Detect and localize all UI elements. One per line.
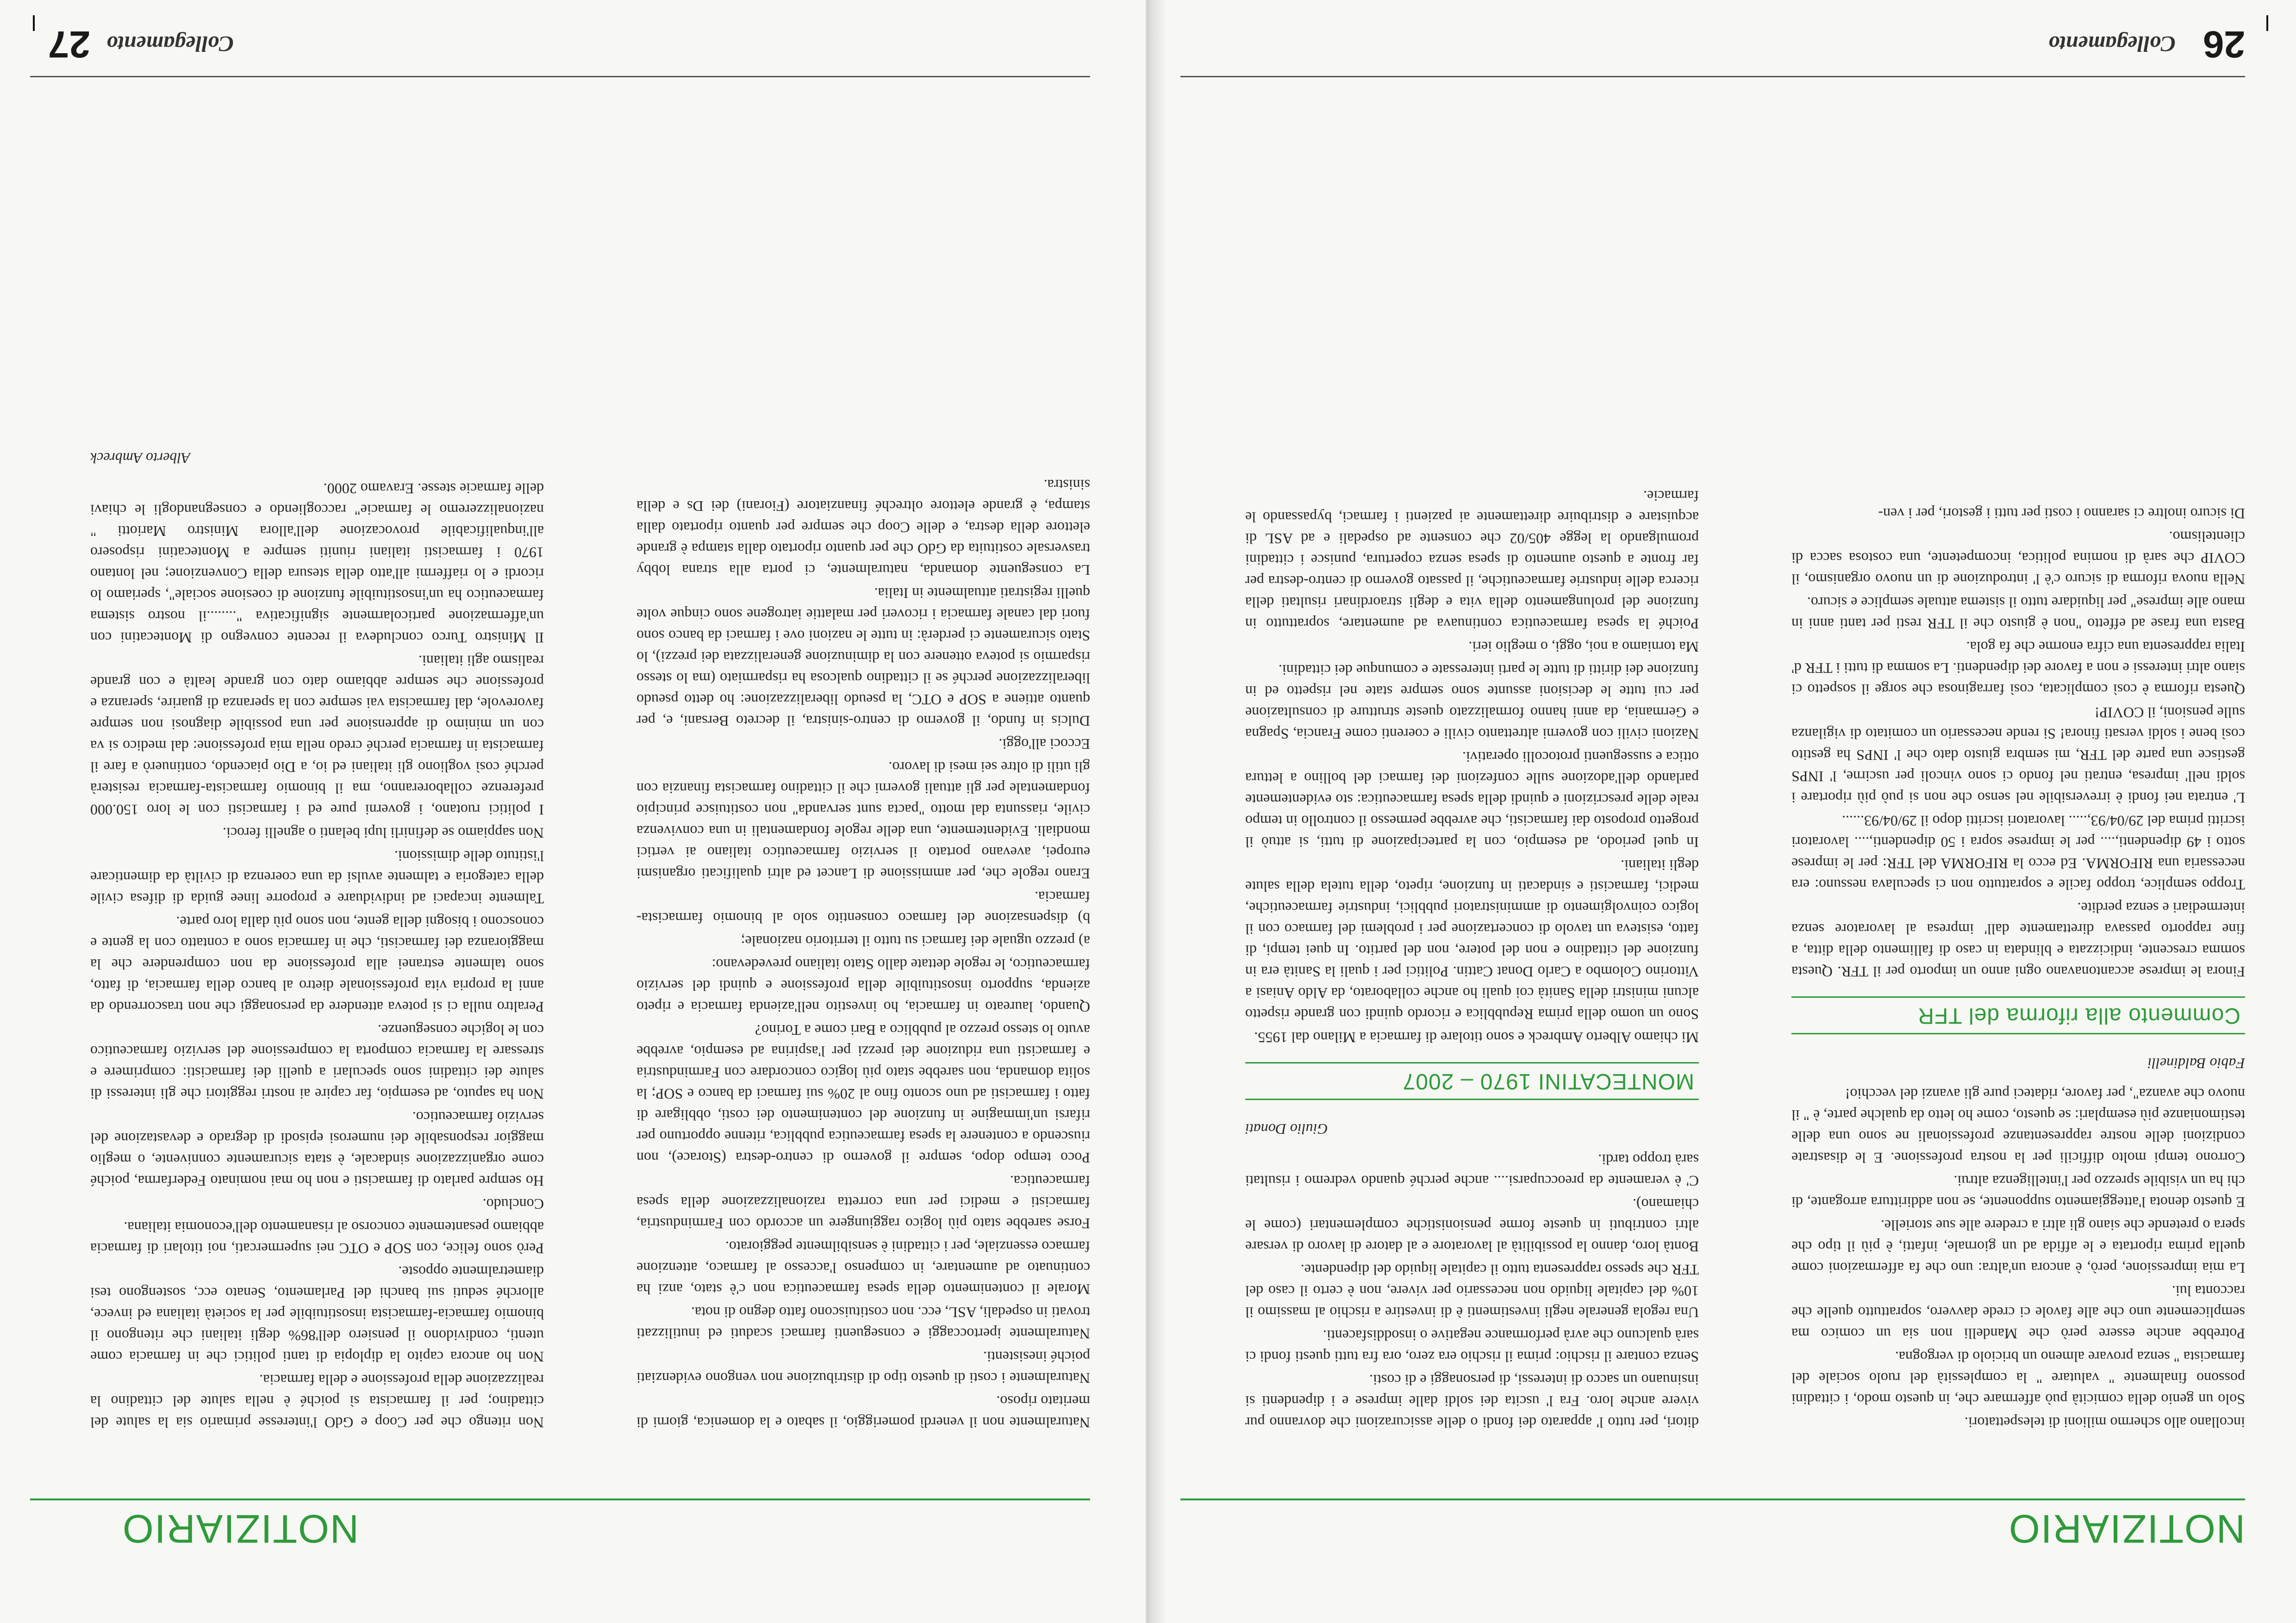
column-2 — [90, 40, 544, 1433]
paragraph: Erano regole che, per ammissione di Lancet ed altri qualificati organismi europei, avevano portato il servizio farmaceutico italiano ai vertici mondiali. Evidentemente, una delle regole fondamentali in una convivenza civile, riassunta dal motto "pacta sunt servanda" non costituisce principio fondamentale per gli attuali governi che il cittadino farmacista finanzia con gli utili di oltre sei mesi di lavoro. — [636, 759, 1090, 882]
paragraph: incollano allo schermo milioni di telespettatori. — [1964, 1414, 2245, 1431]
paragraph: b) dispensazione del farmaco consentito solo al binomio farmacista-farmacia. — [636, 889, 1090, 927]
paragraph: Finora le imprese accantonavano ogni anno un importo per il TFR. Questa somma crescente, indicizzata e blindata in caso di fallimento della ditta, a fine rapporto passava direttamente dall' impresa al lavoratore senza intermediari e senza perdite. — [1791, 900, 2245, 980]
section-heading: NOTIZIARIO — [121, 1506, 359, 1551]
paragraph: Non sappiamo se definirli lupi belanti o agnelli feroci. — [222, 825, 544, 841]
paragraph: Senza contare il rischio: prima il rischio era zero, ora fra tutti questi fondi ci sarà qualcuno che avrà performance negative o insoddisfacenti. — [1245, 1327, 1699, 1365]
paragraph: ditori, per tutto l' apparato dei fondi o delle assicurazioni che dovranno pur vivere anche loro. Fra l' uscita dei soldi dalle imprese e i dipendenti si insinuano un sacco di interessi, di personaggi e di costi. — [1245, 1372, 1699, 1431]
paragraph: a) prezzo uguale dei farmaci su tutto il territorio nazionale; — [741, 933, 1090, 950]
paragraph: Poiché la spesa farmaceutica continuava ad aumentare, soprattutto in funzione del prolungamento della vita e degli straordinari risultati della ricerca delle industrie farmaceutiche, il passato governo di centro-destra per far fronte a questo aumento di spesa senza copertura, punisce i cittadini promulgando la legge 405/02 che consente ad ospedali e ad ASL di acquistare e distribuire direttamente ai pazienti i farmaci, bypassando le farmacie. — [1245, 488, 1699, 632]
page-number: 27 — [48, 23, 90, 65]
section-heading: NOTIZIARIO — [2008, 1506, 2245, 1551]
paragraph: Concludo. — [482, 1196, 544, 1213]
column-1 — [1791, 40, 2245, 1433]
paragraph: Solo un genio della comicità può affermare che, in questo modo, i cittadini possono finalmente " valutare " la complessità del ruolo sociale del farmacista " senza provare almeno un briciolo di vergogna. — [1791, 1349, 2245, 1408]
paragraph: I politici ruotano, i governi pure ed i farmacisti con le loro 150.000 preferenze collaboreranno, ma il binomio farmacista-farmacia resisterà perché così vogliono gli italiani ed io, a Dio piacendo, continuerò a fare il farmacista in farmacia perché credo nella mia professione: dal medico si va con un minimo di apprensione per una possibile diagnosi non sempre favorevole, dal farmacista vai sempre con la speranza di guarire, speranza e professione che sempre abbiamo dato con grande lealtà e con grande realismo agli italiani. — [90, 653, 544, 818]
paragraph: L' entrata nei fondi è irreversibile nel senso che non si può più riportare i soldi nell' impresa, entrati nel fondo ci sono vincoli per uscirne, l' INPS gestisce una parte del TFR, mi sembra giusto dato che l' INPS ha gestito così bene i soldi versati finora! Si rende necessario un comitato di vigilanza sulle pensioni, il COVIP! — [1791, 704, 2245, 806]
paragraph: Questa riforma è così complicata, così farraginosa che sorge il sospetto ci siano altri interessi e non a favore dei dipendenti. La somma di tutti i TFR d' Italia rappresenta una cifra enorme che fa gola. — [1791, 639, 2245, 698]
paragraph: Nazioni civili con governi altrettanto civili e coerenti come Francia, Spagna e Germania, da anni hanno formalizzato queste strutture di consultazione per cui tutte le decisioni assunte sono sempre state nel rispetto ed in funzione dei diritti di tutte le parti interessate e comunque dei cittadini. — [1245, 662, 1699, 742]
page-27 — [0, 0, 1146, 1623]
paragraph: Non ritengo che per Coop e GdO l'interesse primario sia la salute del cittadino; per il farmacista sì poiché è nella salute del cittadino la realizzazione della professione e della farmacia. — [90, 1372, 544, 1431]
footer-rule — [1180, 76, 2245, 77]
paragraph: Bontà loro, danno la possibilità al lavoratore e al datore di lavoro di versare altri contributi in queste forme pensionistiche complementari (come le chiamano). — [1245, 1196, 1699, 1255]
paragraph: Una regola generale negli investimenti è di investire a rischio al massimo il 10% del capitale liquido non necessario per vivere, non è certo il caso del TFR che spesso rappresenta tutto il capitale liquido del dipendente. — [1245, 1262, 1699, 1321]
paragraph: Eccoci all'oggi. — [998, 736, 1090, 752]
column-2 — [1245, 40, 1699, 1433]
paragraph: In quel periodo, ad esempio, con la partecipazione di tutti, si attuò il progetto proposto dai farmacisti, che avrebbe permesso il controllo in tempo reale delle prescrizioni e quindi della spesa farmaceutica: sto evidentemente parlando dell'adozione sulle confezioni dei farmaci del bollino a lettura ottica e susseguenti protocolli operativi. — [1245, 749, 1699, 851]
paragraph: Potrebbe anche essere però che Mandelli non sia un comico ma semplicemente uno che alle favole ci crede davvero, soprattutto quelle che racconta lui. — [1791, 1283, 2245, 1342]
paragraph: Non ha saputo, ad esempio, far capire ai nostri reggitori che gli interessi di salute dei cittadini sono speculari a quelli dei farmacisti: comprimere e stressare la farmacia comporta la compressione del servizio farmaceutico con le logiche conseguenze. — [90, 1022, 544, 1102]
paragraph: La conseguente domanda, naturalmente, ci porta alla strana lobby trasversale costituita da GdO che per quanto riportato dalla stampa è grande elettore della destra, e delle Coop che sempre per quanto riportato dalla stampa, è grande elettore oltreché finanziatore (Fiorani) dei Ds e della sinistra. — [636, 477, 1090, 578]
article-title: Commento alla riforma del TFR — [1791, 996, 2245, 1034]
crop-mark — [33, 15, 35, 31]
article-author: Fabio Baldinelli — [2147, 1055, 2245, 1072]
paragraph: E questo denota l'atteggiamento supponente, se non addirittura arrogante, di chi ha un visibile sprezzo per l'intelligenza altrui. — [1791, 1173, 2245, 1211]
paragraph: Basta una frase ad effetto "non è giusto che il TFR resti per tanti anni in mano alle imprese" per liquidare tutto il sistema attuale semplice e sicuro. — [1791, 594, 2245, 632]
paragraph: Naturalmente i costi di questo tipo di distribuzione non vengono evidenziati poiché inesistenti. — [636, 1349, 1090, 1387]
paragraph: Naturalmente non il venerdì pomeriggio, il sabato e la domenica, giorni di meritato riposo. — [636, 1393, 1090, 1431]
paragraph: Non ho ancora capito la diplopia di tanti politici che in farmacia come utenti, condividono il pensiero dell'86% degli italiani che ritengono il binomio farmacia-farmacista insostituibile per la società italiana ed invece, allorché seduti sui banchi del Parlamento, Senato ecc, sostengono tesi diametralmente opposte. — [90, 1263, 544, 1365]
paragraph: Ho sempre parlato di farmacisti e non ho mai nominato Federfarma, poiché come organizzazione sindacale, è stata sicuramente connivente, o meglio maggior responsabile dei numerosi episodi di degrado e devastazione del servizio farmaceutico. — [90, 1109, 544, 1189]
header-rule — [1180, 1499, 2245, 1500]
paragraph: Troppo semplice, troppo facile e soprattutto non ci speculava nessuno: era necessaria una RIFORMA. Ed ecco la RIFORMA del TFR: per le imprese sotto i 49 dipendenti,.... per le imprese sopra i 50 dipendenti,.... lavoratori iscritti prima del 29/04/93,..... lavoratori iscritti dopo il 29/04/93...... — [1791, 813, 2245, 893]
column-1 — [636, 40, 1090, 1433]
masthead-logo: Collegamento — [106, 31, 234, 56]
paragraph: C' è veramente da preoccuparsi.... anche perché quando vedremo i risultati sarà troppo tardi. — [1245, 1151, 1699, 1189]
paragraph: Ma torniamo a noi, oggi, o meglio ieri. — [1468, 639, 1699, 655]
paragraph: Morale il contenimento della spesa farmaceutica non c'è stato, anzi ha continuato ad aumentare, in compenso l'accesso al farmaco, attenzione farmaco essenziale, per i cittadini è sensibilmente peggiorato. — [636, 1238, 1090, 1298]
paragraph: Sono un uomo della prima Repubblica e ricordo quindi con grande rispetto alcuni ministri della Sanità coi quali ho anche collaborato, da Aldo Aniasi a Vittorino Colombo a Carlo Donat Cattin. Politici per i quali la Sanità era in funzione del cittadino e non del potere, non del partito. In quei tempi, di fatto, esisteva un tavolo di concertazione per i problemi del farmaco con il logico coinvolgimento di amministratori pubblici, industrie farmaceutiche, medici, farmacisti e sindacati in funzione, ripeto, della tutela della salute degli italiani. — [1245, 857, 1699, 1023]
crop-mark — [2266, 15, 2268, 31]
page-number: 26 — [2202, 23, 2245, 65]
paragraph: Quando, laureato in farmacia, ho investito nell'azienda farmacia e ripeto azienda, supporto insostituibile della professione e quindi del servizio farmaceutico, le regole dettate dallo Stato italiano prevedevano: — [636, 956, 1090, 1015]
paragraph: Naturalmente ipertoccaggi e conseguenti farmaci scaduti ed inutilizzati trovati in ospedali, ASL, ecc. non costituiscono fatto degno di nota. — [636, 1304, 1090, 1342]
header-rule — [30, 1499, 1090, 1500]
footer-rule — [30, 76, 1090, 77]
paragraph: Peraltro nulla ci si poteva attendere da personaggi che non trascorrendo da anni la propria vita professionale dietro al banco della farmacia, di fatto, sono talmente estranei alla professione da non comprendere che la maggioranza dei farmacisti, che in farmacia sono a contatto con la gente e conoscono i bisogni della gente, non sono più dalla loro parte. — [90, 914, 544, 1015]
paragraph: Forse sarebbe stato più logico raggiungere un accordo con Farmindustria, farmacisti e medici per una corretta razionalizzazione della spesa farmaceutica. — [636, 1173, 1090, 1232]
page-26 — [1150, 0, 2296, 1623]
paragraph: Però sono felice, con SOP e OTC nei supermercati, noi titolari di farmacia abbiamo pesantemente concorso al risanamento dell'economia italiana. — [90, 1219, 544, 1257]
paragraph: Mi chiamo Alberto Ambreck e sono titolare di farmacia a Milano dal 1955. — [1254, 1029, 1699, 1046]
paragraph: Di sicuro inoltre ci saranno i costi per tutti i gestori, per i ven- — [1878, 505, 2245, 522]
paragraph: Talmente incapaci ad individuare e proporre linee guida di difesa civile della categoria e talmente avulsi da una coerenza di civiltà da dimenticare l'istituto delle dimissioni. — [90, 848, 544, 907]
paragraph: Poco tempo dopo, sempre il governo di centro-destra (Storace), non riuscendo a contenere la spesa farmaceutica pubblica, ritenne opportuno per rifarsi un'immagine in funzione del contenimento dei costi, obbligare di fatto i farmacisti ad uno sconto fino al 20% sui farmaci da banco e SOP; la solita domanda, non sarebbe stato più logico concordare con Farmindustria e farmacisti una riduzione dei prezzi per l'aspirina ad esempio, avrebbe avuto lo stesso prezzo al pubblico a Bari come a Torino? — [636, 1022, 1090, 1166]
article-title: MONTECATINI 1970 – 2007 — [1245, 1062, 1699, 1100]
article-author: Giulio Donati — [1245, 1121, 1328, 1138]
paragraph: Dulcis in fundo, il governo di centro-sinistra, il decreto Bersani, e, per quanto attiene a SOP e OTC, la pseudo liberalizzazione: ho detto pseudo liberalizzazione perché se il cittadino qualcosa ha risparmiato (ma lo stesso risparmio si poteva ottenere con la diminuzione generalizzata dei prezzi), lo Stato sicuramente ci perderà: in tutte le nazioni ove i farmaci da banco sono fuori dal canale farmacia i ricoveri per malattie iatrogene sono cinque volte quelli registrati attualmente in Italia. — [636, 585, 1090, 729]
paragraph: Il Ministro Turco concludeva il recente convegno di Montecatini con un'affermazione particolarmente significativa "........il nostro sistema farmaceutico ha un'insostituibile funzione di coesione sociale", speriamo lo ricordi e lo riaffermi all'atto della stesura della Convenzione; nel lontano 1970 i farmacisti italiani riuniti sempre a Montecatini risposero all'inqualificabile provocazione dell'allora Ministro Mariotti " nazionalizzeremo le farmacie" raccogliendo e consegnandogli le chiavi delle farmacie stesse. Eravamo 2000. — [90, 480, 544, 646]
paragraph: La mia impressione, però, è ancora un'altra: uno che fa affermazioni come quella prima riportata e le affida ad un giornale, infatti, è più il tipo che spera o pretende che siano gli altri a credere alle sue storielle. — [1791, 1217, 2245, 1276]
paragraph: Corrono tempi molto difficili per la nostra professione. E le disastrate condizioni delle nostre rappresentanze professionali ne sono una delle testimonianze più esemplari: se questo, come ho letto da qualche parte, è " il nuovo che avanza", per favore, ridateci pure gli avanzi del vecchio! — [1791, 1086, 2245, 1166]
article-author: Alberto Ambreck — [90, 450, 190, 466]
masthead-logo: Collegamento — [2048, 31, 2176, 56]
paragraph: Nella nuova riforma di sicuro c'è l' introduzione di un nuovo organismo, il COVIP che sarà di nomina politica, incompetente, una costosa sacca di clientelismo. — [1791, 529, 2245, 588]
